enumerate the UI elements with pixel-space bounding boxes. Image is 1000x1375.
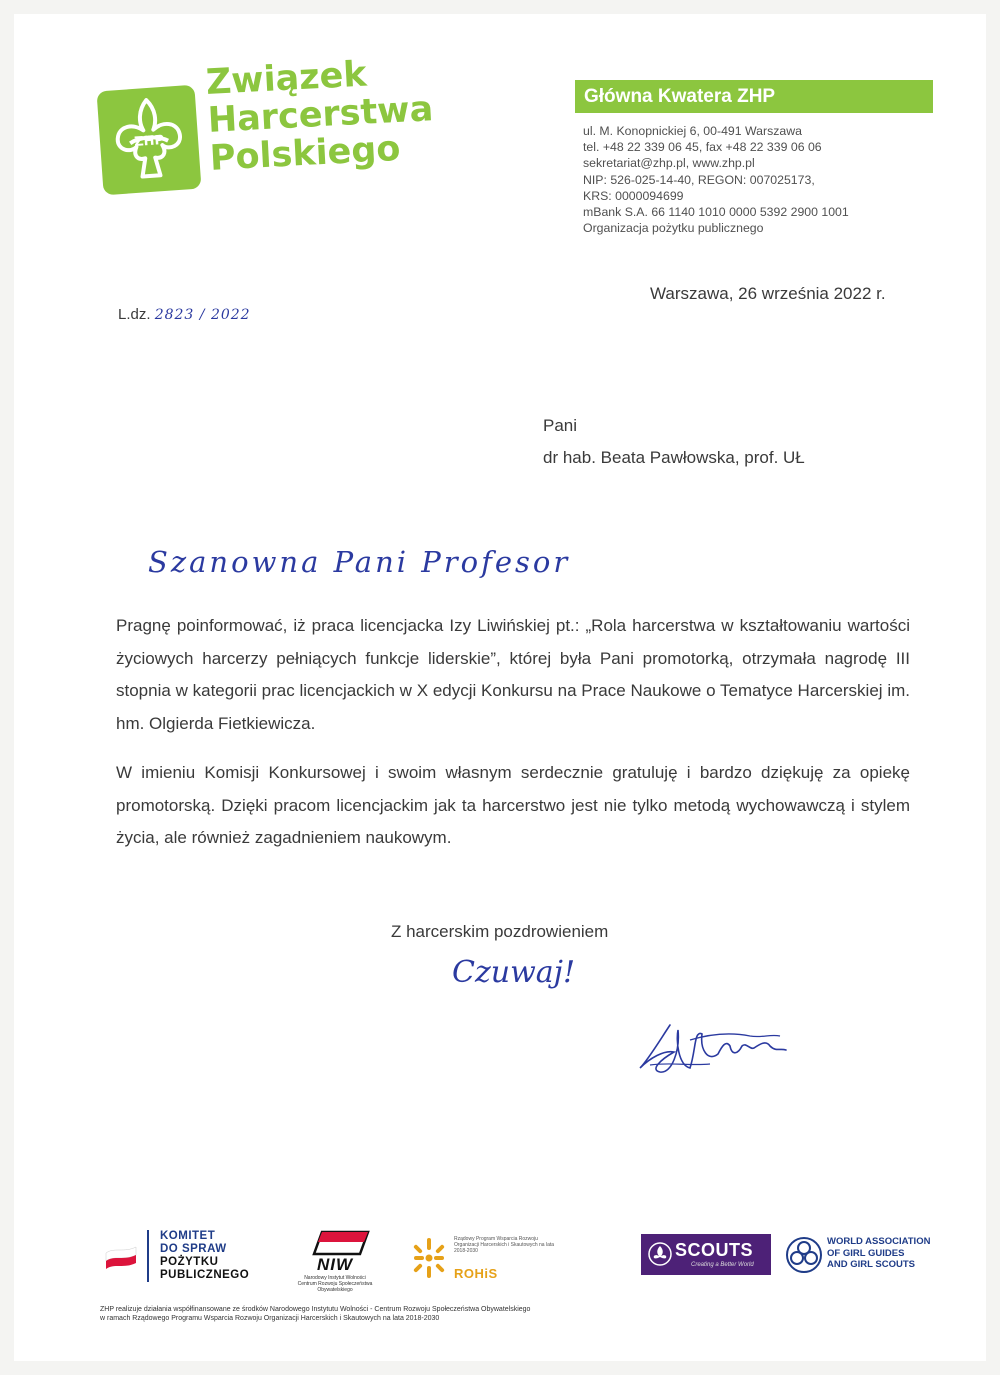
info-krs: KRS: 0000094699: [583, 188, 684, 203]
scout-emblem-icon: [648, 1242, 672, 1266]
scouts-logo: [641, 1234, 771, 1275]
addressee-line-2: dr hab. Beata Pawłowska, prof. UŁ: [543, 448, 805, 467]
addressee-line-1: Pani: [543, 416, 578, 435]
reference-number: [118, 306, 251, 323]
zhp-emblem: [96, 85, 201, 196]
footer-line-1: ZHP realizuje działania współfinansowane ze środków Narodowego Instytutu Wolności - Centrum Rozwoju Społeczeństwa Obywatelskiego: [100, 1306, 531, 1313]
info-nip: NIP: 526-025-14-40, REGON: 007025173,: [583, 172, 815, 187]
niw-mark-icon: [300, 1230, 370, 1256]
scouts-tagline: Creating a Better World: [691, 1262, 754, 1268]
komitet-line-1: KOMITET: [160, 1230, 216, 1242]
body-paragraph-2: W imieniu Komisji Konkursowej i swoim własnym serdecznie gratuluję i bardzo dziękuję za opiekę promotorską. Dzięki pracom licencjackim jak ta harcerstwo jest nie tylko metodą wychowawczą i stylem życia, ale również zagadnieniem naukowym.: [116, 763, 910, 847]
addressee: [543, 410, 805, 474]
rohis-name: ROHiS: [454, 1266, 498, 1281]
niw-subtitle: Narodowy Instytut Wolności: [304, 1275, 366, 1281]
wagggs-line-1: WORLD ASSOCIATION: [827, 1236, 931, 1247]
logo-line-3: Polskiego: [208, 128, 402, 179]
closing-line: Z harcerskim pozdrowieniem: [391, 922, 609, 941]
handwritten-salutation: Szanowna Pani Profesor: [148, 545, 571, 579]
komitet-logo: [147, 1230, 249, 1282]
handwritten-czuwaj: Czuwaj!: [452, 955, 576, 990]
rohis-logo: [412, 1236, 555, 1285]
ldz-label: L.dz.: [118, 306, 151, 323]
info-opp: Organizacja pożytku publicznego: [583, 221, 764, 236]
footer-line-2: w ramach Rządowego Programu Wsparcia Rozwoju Organizacji Harcerskich i Skautowych na lata 2018-2030: [100, 1315, 440, 1322]
logo-wordmark: [205, 52, 436, 178]
info-bank: mBank S.A. 66 1140 1010 0000 5392 2900 1001: [583, 205, 849, 220]
poland-flag-icon: [104, 1243, 138, 1269]
wagggs-line-2: OF GIRL GUIDES: [827, 1247, 905, 1259]
letter-date: Warszawa, 26 września 2022 r.: [650, 284, 886, 303]
niw-logo: [295, 1230, 375, 1293]
wagggs-logo: [785, 1236, 931, 1279]
body-paragraph-1: Pragnę poinformować, iż praca licencjacka Izy Liwińskiej pt.: „Rola harcerstwa w kształtowaniu wartości życiowych harcerzy pełniących funkcje liderskie”, której była Pani promotorką, otrzymała nagrodę III stopnia w kategorii prac licencjackich w X edycji Konkursu na Prace Naukowe o Tematyce Harcerskiej im. hm. Olgierda Fietkiewicza.: [116, 616, 910, 733]
komitet-line-3: POŻYTKU: [160, 1256, 219, 1268]
ldz-handwritten: 2823 / 2022: [154, 307, 251, 323]
lily-icon: [107, 93, 191, 186]
wagggs-name: [827, 1236, 937, 1271]
svg-text:ZHP: ZHP: [133, 132, 165, 151]
komitet-line-2: DO SPRAW: [160, 1243, 227, 1255]
wagggs-line-3: AND GIRL SCOUTS: [827, 1259, 915, 1270]
niw-subtitle-2: Centrum Rozwoju Społeczeństwa Obywatelskiego: [297, 1281, 373, 1293]
rohis-burst-icon: [412, 1236, 446, 1280]
rohis-description: Rządowy Program Wsparcia Rozwoju Organizacji Harcerskich i Skautowych na lata 2018-2030: [454, 1236, 555, 1254]
signature: [630, 1010, 800, 1090]
header-title: Główna Kwatera ZHP: [575, 80, 933, 113]
funding-footer: [100, 1305, 530, 1323]
komitet-line-4: PUBLICZNEGO: [160, 1269, 250, 1281]
niw-name: NIW: [316, 1255, 354, 1274]
info-email[interactable]: sekretariat@zhp.pl, www.zhp.pl: [583, 156, 755, 171]
logo-line-2: Harcerstwa: [206, 89, 435, 141]
logo-line-1: Związek: [204, 54, 368, 103]
scouts-name: SCOUTS: [675, 1240, 754, 1260]
trefoil-icon: [785, 1236, 823, 1274]
info-phone: tel. +48 22 339 06 45, fax +48 22 339 06 06: [583, 140, 822, 155]
info-address: ul. M. Konopnickiej 6, 00-491 Warszawa: [583, 124, 802, 138]
header-info: [583, 123, 849, 236]
